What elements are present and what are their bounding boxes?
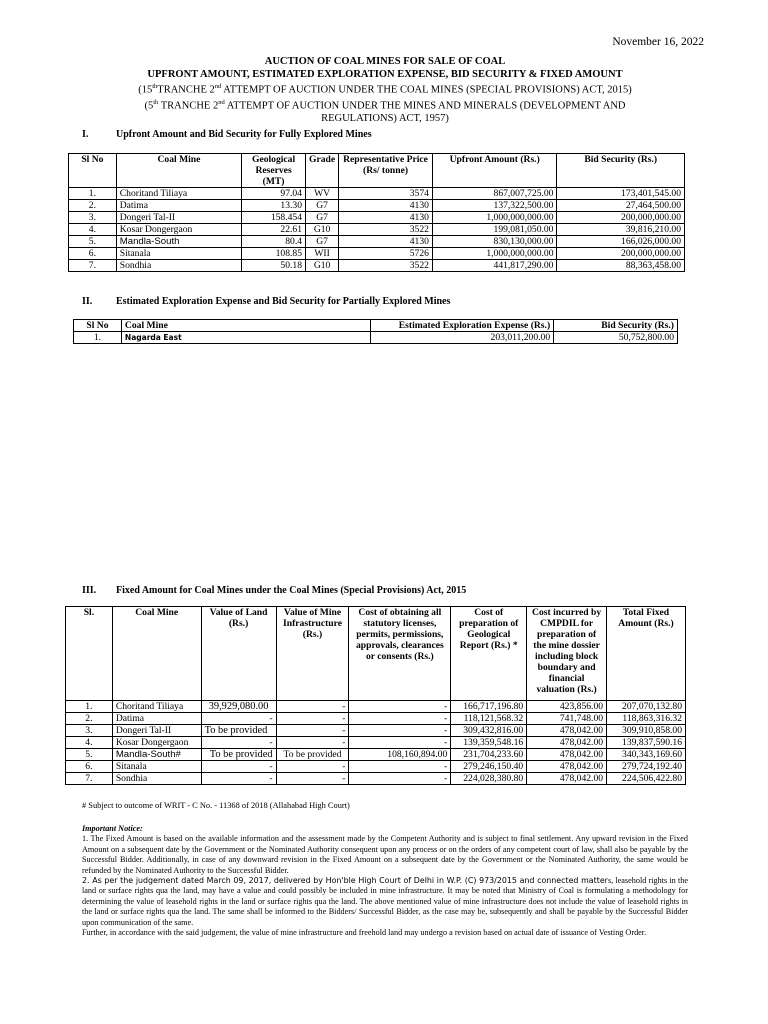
cell-licenses: - (349, 737, 451, 749)
col-header-mine: Coal Mine (112, 607, 201, 701)
judgement-reference: 2. As per the judgement dated March 09, 2017, delivered by Hon'ble High Court of Delhi in W.P. (C) 973/2015 and connected matter (82, 876, 608, 886)
cell-bid-security: 39,816,210.00 (557, 224, 685, 236)
cell-total: 309,910,858.00 (607, 725, 686, 737)
upfront-table-header (69, 154, 685, 188)
cell-bid-security: 88,363,458.00 (557, 260, 685, 272)
writ-footnote: # Subject to outcome of WRIT - C No. - 11368 of 2018 (Allahabad High Court) (82, 801, 350, 810)
section-1-title: I. Upfront Amount and Bid Security for Fully Explored Mines (82, 129, 372, 140)
cell-bid-security: 27,464,500.00 (557, 200, 685, 212)
cell-infra: - (276, 701, 349, 713)
table-row (69, 188, 685, 200)
notice-title: Important Notice: (82, 824, 143, 833)
cell-total: 139,837,590.16 (607, 737, 686, 749)
exploration-table (73, 319, 678, 344)
cell-mine: Choritand Tiliaya (112, 701, 201, 713)
col-header-total: Total Fixed Amount (Rs.) (607, 607, 686, 701)
cell-bid-security: 200,000,000.00 (557, 248, 685, 260)
cell-mine: Kosar Dongergaon (116, 224, 241, 236)
col-header-geo-report: Cost of preparation of Geological Report (Rs.) * (451, 607, 527, 701)
cell-geo-report: 309,432,816.00 (451, 725, 527, 737)
cell-upfront: 137,322,500.00 (432, 200, 557, 212)
cell-upfront: 1,000,000,000.00 (432, 212, 557, 224)
col-header-infra: Value of Mine Infrastructure (Rs.) (276, 607, 349, 701)
cell-infra: - (276, 713, 349, 725)
cell-cmpdil: 478,042.00 (527, 761, 607, 773)
cell-sl: 2. (66, 713, 113, 725)
cell-price: 3574 (339, 188, 433, 200)
cell-mine: Dongeri Tal-II (112, 725, 201, 737)
cell-total: 224,506,422.80 (607, 773, 686, 785)
cell-infra: - (276, 773, 349, 785)
cell-land: - (201, 713, 276, 725)
cell-mine: Sondhia (116, 260, 241, 272)
col-header-grade: Grade (306, 154, 339, 188)
exploration-table-header (74, 320, 678, 332)
cell-grade: G7 (306, 212, 339, 224)
cell-sl: 6. (69, 248, 117, 260)
cell-price: 3522 (339, 224, 433, 236)
col-header-upfront: Upfront Amount (Rs.) (432, 154, 557, 188)
col-header-land: Value of Land (Rs.) (201, 607, 276, 701)
cell-infra: - (276, 737, 349, 749)
table-row (66, 713, 686, 725)
table-row (66, 725, 686, 737)
cell-bid-security: 166,026,000.00 (557, 236, 685, 248)
table-row (69, 260, 685, 272)
col-header-mine: Coal Mine (121, 320, 371, 332)
cell-mine: Mandla-South# (112, 749, 201, 761)
cell-grade: WII (306, 248, 339, 260)
cell-sl: 5. (69, 236, 117, 248)
heading-line-5: REGULATIONS) ACT, 1957) (321, 113, 449, 124)
cell-grade: G7 (306, 236, 339, 248)
document-heading (80, 56, 690, 126)
table-row (66, 701, 686, 713)
heading-line-3: (15thTRANCHE 2nd ATTEMPT OF AUCTION UNDER THE COAL MINES (SPECIAL PROVISIONS) ACT, 2015) (138, 83, 632, 96)
col-header-price: Representative Price (Rs/ tonne) (339, 154, 433, 188)
cell-mine: Dongeri Tal-II (116, 212, 241, 224)
cell-mine: Nagarda East (121, 332, 371, 344)
cell-sl: 7. (69, 260, 117, 272)
notice-paragraph-3: Further, in accordance with the said judgement, the value of mine infrastructure and freehold land may undergo a revision based on actual date of issuance of Vesting Order. (82, 928, 647, 938)
cell-sl: 3. (66, 725, 113, 737)
table-row (66, 737, 686, 749)
heading-line-4: (5th TRANCHE 2nd ATTEMPT OF AUCTION UNDER THE MINES AND MINERALS (DEVELOPMENT AND (144, 99, 626, 112)
table-row (74, 332, 678, 344)
cell-sl: 5. (66, 749, 113, 761)
col-header-cmpdil: Cost incurred by CMPDIL for preparation of the mine dossier including block boundary and financial valuation (Rs.) (527, 607, 607, 701)
document-date: November 16, 2022 (612, 36, 704, 48)
cell-sl: 1. (66, 701, 113, 713)
col-header-bid-security: Bid Security (Rs.) (557, 154, 685, 188)
cell-sl: 1. (74, 332, 122, 344)
table-row (69, 248, 685, 260)
notice-paragraph-2: 2. As per the judgement dated March 09, 2017, delivered by Hon'ble High Court of Delhi in W.P. (C) 973/2015 and connected matters, leasehold rights in the land or surface rights qua the land, may have a value and could possibly be included in mine infrastructure. It may be noted that Ministry of Coal is formulating a methodology for determining the value of leasehold rights in the land or surface rights qua the land. The above mentioned value of mine infrastructure does not include the value of leasehold rights in the land or surface rights qua the land. The same shall be informed to the Bidders/ Successful Bidder, as the case may be, subsequently and shall be payable by the Successful Bidder upon communication of the same. (82, 876, 688, 927)
cell-geo-report: 118,121,568.32 (451, 713, 527, 725)
cell-total: 207,070,132.80 (607, 701, 686, 713)
col-header-sl: Sl No (69, 154, 117, 188)
cell-cmpdil: 478,042.00 (527, 725, 607, 737)
cell-reserves: 22.61 (242, 224, 306, 236)
cell-grade: G7 (306, 200, 339, 212)
cell-cmpdil: 478,042.00 (527, 773, 607, 785)
col-header-mine: Coal Mine (116, 154, 241, 188)
cell-price: 3522 (339, 260, 433, 272)
cell-price: 5726 (339, 248, 433, 260)
table-row (69, 212, 685, 224)
cell-mine: Kosar Dongergaon (112, 737, 201, 749)
cell-geo-report: 279,246,150.40 (451, 761, 527, 773)
cell-mine: Choritand Tiliaya (116, 188, 241, 200)
col-header-sl: Sl No (74, 320, 122, 332)
cell-total: 340,343,169.60 (607, 749, 686, 761)
cell-total: 118,863,316.32 (607, 713, 686, 725)
cell-licenses: 108,160,894.00 (349, 749, 451, 761)
cell-sl: 1. (69, 188, 117, 200)
cell-price: 4130 (339, 200, 433, 212)
col-header-sl: Sl. (66, 607, 113, 701)
cell-geo-report: 231,704,233.60 (451, 749, 527, 761)
fixed-amount-table (65, 606, 686, 785)
col-header-licenses: Cost of obtaining all statutory licenses, permits, permissions, approvals, clearances or consents (Rs.) (349, 607, 451, 701)
notice-paragraph-1: 1. The Fixed Amount is based on the available information and the assessment made by the Competent Authority and is subject to final settlement. Any upward revision in the Fixed Amount on a subsequent date by the Government or the Nominated Authority consequent upon any process or on the orders of any competent court of law, shall also be payable by the Successful Bidder. Additionally, in case of any downward revision in the Fixed Amount on a subsequent date by the Government or the Nominated Authority, the same would be refunded by the Nominated Authority to the Successful Bidder. (82, 834, 688, 875)
important-notice (82, 824, 688, 938)
cell-licenses: - (349, 701, 451, 713)
cell-grade: WV (306, 188, 339, 200)
cell-sl: 6. (66, 761, 113, 773)
cell-mine: Mandla-South (116, 236, 241, 248)
section-3-title: III. Fixed Amount for Coal Mines under the Coal Mines (Special Provisions) Act, 2015 (82, 585, 467, 596)
cell-infra: - (276, 761, 349, 773)
cell-land: 39,929,080.00 (201, 701, 276, 713)
cell-mine: Sitanala (116, 248, 241, 260)
cell-upfront: 867,007,725.00 (432, 188, 557, 200)
table-row (69, 236, 685, 248)
upfront-table (68, 153, 685, 272)
table-row (69, 200, 685, 212)
cell-price: 4130 (339, 236, 433, 248)
fixed-amount-table-header (66, 607, 686, 701)
cell-upfront: 199,081,050.00 (432, 224, 557, 236)
cell-upfront: 441,817,290.00 (432, 260, 557, 272)
cell-sl: 3. (69, 212, 117, 224)
cell-mine: Sondhia (112, 773, 201, 785)
cell-licenses: - (349, 761, 451, 773)
cell-reserves: 80.4 (242, 236, 306, 248)
cell-bid-security: 50,752,800.00 (554, 332, 678, 344)
cell-bid-security: 173,401,545.00 (557, 188, 685, 200)
cell-price: 4130 (339, 212, 433, 224)
cell-infra: - (276, 725, 349, 737)
cell-cmpdil: 478,042.00 (527, 749, 607, 761)
cell-sl: 4. (66, 737, 113, 749)
cell-cmpdil: 423,856.00 (527, 701, 607, 713)
cell-geo-report: 224,028,380.80 (451, 773, 527, 785)
cell-expense: 203,011,200.00 (371, 332, 554, 344)
cell-cmpdil: 741,748.00 (527, 713, 607, 725)
cell-mine: Datima (116, 200, 241, 212)
cell-land: - (201, 773, 276, 785)
heading-line-2: UPFRONT AMOUNT, ESTIMATED EXPLORATION EXPENSE, BID SECURITY & FIXED AMOUNT (147, 68, 623, 80)
col-header-bid-security: Bid Security (Rs.) (554, 320, 678, 332)
cell-grade: G10 (306, 260, 339, 272)
cell-reserves: 108.85 (242, 248, 306, 260)
section-2-title: II. Estimated Exploration Expense and Bid Security for Partially Explored Mines (82, 296, 451, 307)
cell-reserves: 50.18 (242, 260, 306, 272)
cell-grade: G10 (306, 224, 339, 236)
cell-cmpdil: 478,042.00 (527, 737, 607, 749)
table-row (66, 773, 686, 785)
cell-infra: To be provided (276, 749, 349, 761)
cell-land: To be provided (201, 749, 276, 761)
cell-reserves: 13.30 (242, 200, 306, 212)
cell-total: 279,724,192.40 (607, 761, 686, 773)
table-row (66, 761, 686, 773)
table-row (66, 749, 686, 761)
cell-licenses: - (349, 725, 451, 737)
cell-geo-report: 166,717,196.80 (451, 701, 527, 713)
cell-licenses: - (349, 773, 451, 785)
cell-sl: 2. (69, 200, 117, 212)
table-row (69, 224, 685, 236)
cell-upfront: 1,000,000,000.00 (432, 248, 557, 260)
cell-bid-security: 200,000,000.00 (557, 212, 685, 224)
cell-land: - (201, 737, 276, 749)
cell-sl: 4. (69, 224, 117, 236)
col-header-expense: Estimated Exploration Expense (Rs.) (371, 320, 554, 332)
cell-geo-report: 139,359,548.16 (451, 737, 527, 749)
heading-line-1: AUCTION OF COAL MINES FOR SALE OF COAL (264, 56, 506, 67)
cell-licenses: - (349, 713, 451, 725)
cell-land: To be provided (201, 725, 276, 737)
cell-sl: 7. (66, 773, 113, 785)
cell-mine: Sitanala (112, 761, 201, 773)
cell-mine: Datima (112, 713, 201, 725)
col-header-reserves: Geological Reserves (MT) (242, 154, 306, 188)
cell-upfront: 830,130,000.00 (432, 236, 557, 248)
cell-reserves: 158.454 (242, 212, 306, 224)
cell-land: - (201, 761, 276, 773)
cell-reserves: 97.04 (242, 188, 306, 200)
